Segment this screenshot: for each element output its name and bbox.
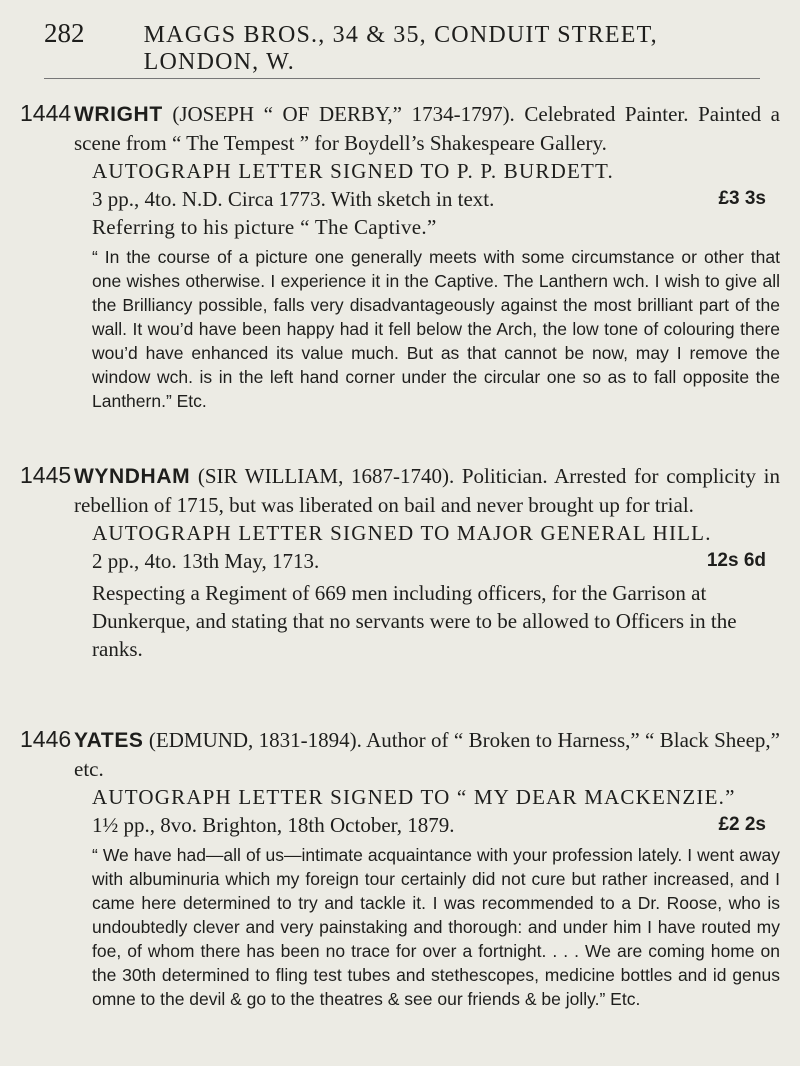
entry-description <box>74 726 780 783</box>
running-title: MAGGS BROS., 34 & 35, CONDUIT STREET, LONDON, W. <box>143 22 658 75</box>
page-number: 282 <box>44 18 85 48</box>
entry-bio: (SIR WILLIAM, 1687-1740). Politician. Arrested for complicity in rebellion of 1715, but was liberated on bail and never brought up for trial. <box>74 464 780 517</box>
entry-name: YATES <box>74 729 144 752</box>
entry-description <box>74 100 780 157</box>
lot-number: 1444 <box>20 100 72 126</box>
item-heading: AUTOGRAPH LETTER SIGNED TO “ MY DEAR MACKENZIE.” <box>92 785 736 809</box>
item-price: £2 2s <box>718 814 766 835</box>
entry-description <box>74 462 780 519</box>
entry-name: WYNDHAM <box>74 465 191 488</box>
entry-bio: (JOSEPH “ OF DERBY,” 1734-1797). Celebrated Painter. Painted a scene from “ The Tempest ” for Boydell’s Shakespeare Gallery. <box>74 102 780 155</box>
format-price-line <box>74 547 780 575</box>
lot-number: 1445 <box>20 462 72 488</box>
item-note: Referring to his picture “ The Captive.” <box>92 215 437 239</box>
item-quote: “ We have had—all of us—intimate acquaintance with your profession lately. I went away with albuminuria which my foreign tour certainly did not cure but rather increased, and I came here determined to try and tackle it. I was recommended to a Dr. Roose, who is undoubtedly clever and very painstaking and thorough: and under him I have routed my foe, of whom there has been no trace for over a fortnight. . . . We are coming home on the 30th determined to fling test tubes and stethescopes, medicine bottles and id genus omne to the devil & go to the theatres & see our friends & be jolly.” Etc. <box>92 845 780 1009</box>
item-format: 2 pp., 4to. 13th May, 1713. <box>92 549 320 573</box>
item-price: 12s 6d <box>706 550 766 571</box>
item-note: Respecting a Regiment of 669 men including officers, for the Garrison at Dunkerque, and stating that no servants were to be allowed to Officers in the ranks. <box>92 581 737 661</box>
entry-bio: (EDMUND, 1831-1894). Author of “ Broken to Harness,” “ Black Sheep,” etc. <box>74 728 780 781</box>
lot-number: 1446 <box>20 726 72 752</box>
item-heading: AUTOGRAPH LETTER SIGNED TO P. P. BURDETT. <box>92 159 614 183</box>
item-quote: “ In the course of a picture one generally meets with some circumstance or other that one wishes otherwise. I experience it in the Captive. The Lanthern wch. I wish to give all the Brilliancy possible, falls very disadvantageously against the most brilliant part of the wall. It wou’d have been happy had it fell below the Arch, the low tone of colouring there wou’d have enhanced its value much. But as that cannot be now, may I remove the window wch. is in the left hand corner under the circular one so as to fall opposite the Lanthern.” Etc. <box>92 247 780 411</box>
item-format: 1½ pp., 8vo. Brighton, 18th October, 1879. <box>92 813 455 837</box>
format-price-line <box>74 185 780 213</box>
item-heading: AUTOGRAPH LETTER SIGNED TO MAJOR GENERAL HILL. <box>92 521 712 545</box>
format-price-line <box>74 811 780 839</box>
item-price: £3 3s <box>718 188 766 209</box>
page-header <box>44 18 764 76</box>
entry-name: WRIGHT <box>74 103 163 126</box>
header-rule <box>44 78 760 79</box>
item-format: 3 pp., 4to. N.D. Circa 1773. With sketch in text. <box>92 187 495 211</box>
